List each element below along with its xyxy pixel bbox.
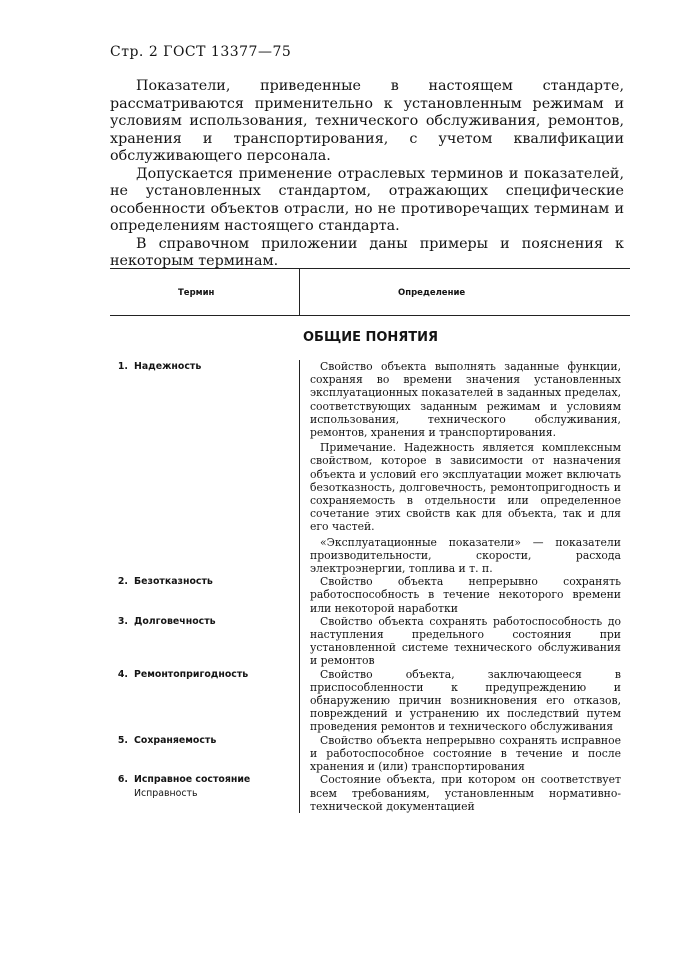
table-row: [110, 773, 630, 813]
term-number: 3.: [117, 615, 128, 627]
table-row: [110, 734, 630, 774]
definition-text: Свойство объекта выполнять заданные функции, сохраняя во времени значения установленных эксплуатационных показателей в заданных пределах, соответствующих заданным режимам и условиям использования, технического обслуживания, ремонтов, хранения и транспортирования.: [310, 360, 621, 440]
term-cell: [110, 615, 285, 628]
definition-cell: [299, 773, 621, 813]
definition-cell: [299, 615, 621, 668]
definition-cell: [299, 575, 621, 615]
term-cell: [110, 575, 285, 588]
table-row: [110, 575, 630, 615]
definition-note: «Эксплуатационные показатели» — показатели производительности, скорости, расхода электроэнергии, топлива и т. п.: [310, 535, 621, 576]
intro-text: [110, 78, 624, 271]
definition-text: Свойство объекта непрерывно сохранять исправное и работоспособное состояние в течение и после хранения и (или) транспортирования: [310, 733, 621, 774]
definition-cell: [299, 668, 621, 734]
term-name: Сохраняемость: [134, 734, 217, 746]
definition-text: Свойство объекта сохранять работоспособность до наступления предельного состояния при установленной системе технического обслуживания и ремонтов: [310, 614, 621, 668]
term-cell: [110, 734, 285, 747]
definition-cell: [299, 360, 621, 575]
term-name: Долговечность: [134, 615, 216, 627]
definition-text: Свойство объекта непрерывно сохранять работоспособность в течение некоторого времени или некоторой наработки: [310, 575, 621, 615]
definition-text: Состояние объекта, при котором он соответствует всем требованиям, установленным нормативно-технической документацией: [310, 773, 621, 813]
section-title: ОБЩИЕ ПОНЯТИЯ: [303, 330, 439, 345]
term-number: 4.: [117, 668, 128, 680]
page-header: Стр. 2 ГОСТ 13377—75: [110, 44, 292, 60]
definition-text: Свойство объекта, заключающееся в приспособленности к предупреждению и обнаружению причин возникновения его отказов, повреждений и устранению их последствий путем проведения ремонтов и технического обслуживания: [310, 667, 621, 734]
term-number: 6.: [117, 774, 128, 786]
term-name: Исправное состояние: [134, 774, 251, 786]
intro-paragraph: Показатели, приведенные в настоящем стандарте, рассматриваются применительно к установленным режимам и условиям использования, технического обслуживания, ремонтов, хранения и транспортирования, с учетом квалификации обслуживающего персонала.: [110, 78, 624, 164]
definition-note: Примечание. Надежность является комплексным свойством, которое в зависимости от назначения объекта и условий его эксплуатации может включать безотказность, долговечность, ремонтопригодность и сохраняемость в отдельности или определенное сочетание этих свойств как для объекта, так и для его частей.: [310, 441, 621, 534]
column-header-term: Термин: [178, 288, 215, 298]
term-name: Ремонтопригодность: [134, 668, 249, 680]
column-divider: [299, 269, 300, 315]
term-number: 2.: [117, 576, 128, 588]
term-cell: [110, 773, 285, 799]
term-synonym: Исправность: [134, 787, 198, 799]
terms-table: [110, 360, 630, 813]
column-header-definition: Определение: [398, 288, 466, 298]
intro-paragraph: В справочном приложении даны примеры и пояснения к некоторым терминам.: [110, 235, 624, 269]
term-name: Надежность: [134, 361, 202, 372]
intro-paragraph: Допускается применение отраслевых терминов и показателей, не установленных стандартом, отражающих специфические особенности объектов отрасли, но не противоречащих терминам и определениям настоящего стандарта.: [110, 165, 624, 234]
term-cell: [110, 360, 285, 373]
term-number: 5.: [117, 734, 128, 746]
table-row: [110, 360, 630, 575]
term-name: Безотказность: [134, 576, 213, 588]
term-cell: [110, 668, 285, 681]
term-number: 1.: [117, 361, 128, 372]
table-header: [110, 268, 630, 316]
table-row: [110, 615, 630, 668]
table-row: [110, 668, 630, 734]
definition-cell: [299, 734, 621, 774]
